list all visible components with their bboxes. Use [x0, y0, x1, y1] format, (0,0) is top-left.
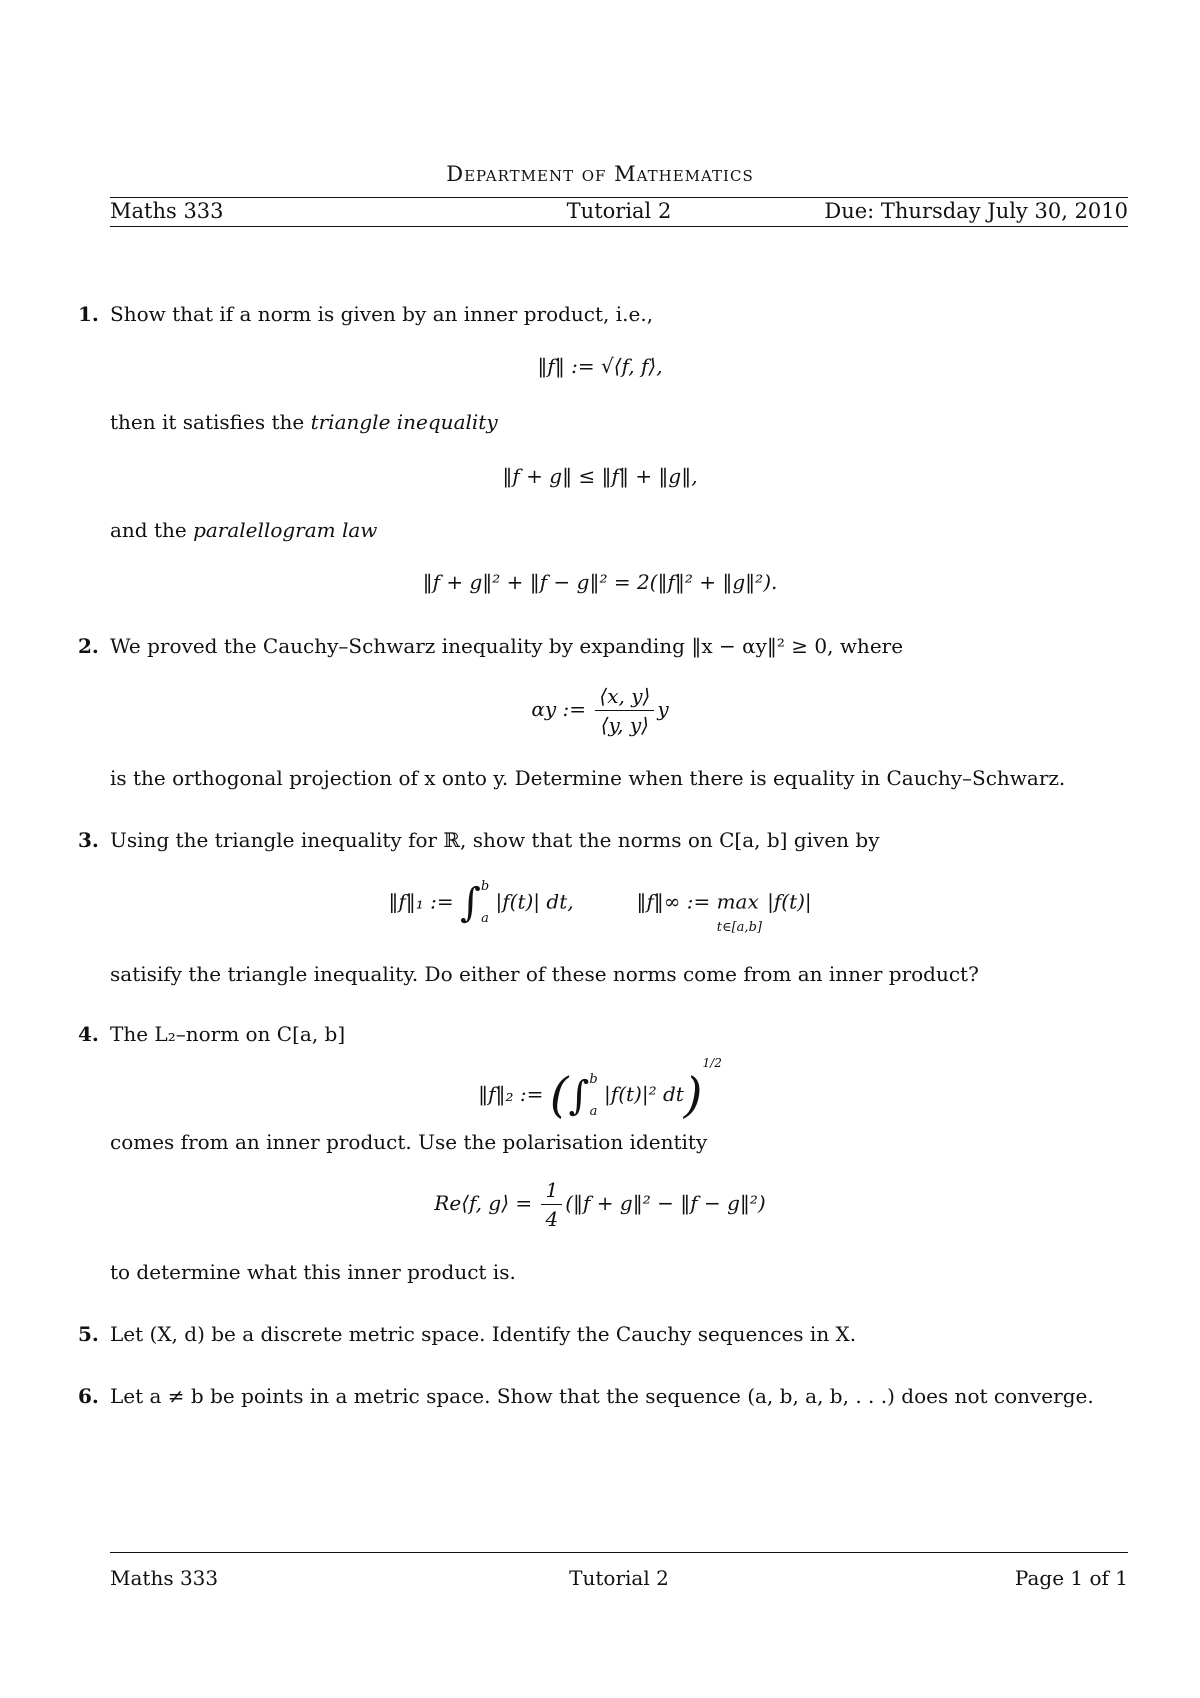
inf-norm-subscript: t∈[a,b]: [716, 919, 762, 935]
footer-tutorial: Tutorial 2: [569, 1566, 669, 1590]
problem-4-after: to determine what this inner product is.: [110, 1260, 516, 1284]
parallelogram-law-term: paralellogram law: [193, 518, 378, 542]
header-bottom-rule: [110, 226, 1128, 227]
problem-4-number: 4.: [78, 1022, 99, 1046]
problem-1-text-parallelogram: [110, 518, 377, 542]
due-date: Due: Thursday July 30, 2010: [824, 199, 1128, 223]
problem-5-number: 5.: [78, 1322, 99, 1346]
problem-6-number: 6.: [78, 1384, 99, 1408]
l2-integral-limits: [589, 1073, 597, 1119]
problem-1-text-triangle-lead: then it satisfies the: [110, 410, 311, 434]
projection-tail: y: [657, 697, 669, 721]
problem-5-text: Let (X, d) be a discrete metric space. Identify the Cauchy sequences in X.: [110, 1322, 857, 1346]
problem-4-eq-l2: [0, 1056, 1200, 1124]
polarisation-fraction: [541, 1176, 562, 1233]
projection-lhs: αy :=: [531, 697, 587, 721]
polarisation-lhs: Re⟨f, g⟩ =: [434, 1191, 533, 1215]
problem-1-eq-triangle: ‖f + g‖ ≤ ‖f‖ + ‖g‖,: [502, 464, 698, 488]
l2-upper-limit: b: [589, 1071, 598, 1087]
problem-2-eq-projection: [0, 682, 1200, 739]
problem-1-intro: Show that if a norm is given by an inner product, i.e.,: [110, 302, 654, 326]
problem-1-text-parallelogram-lead: and the: [110, 518, 194, 542]
problem-1-text-triangle: [110, 410, 498, 434]
footer-rule: [110, 1552, 1128, 1553]
left-paren: (: [549, 1067, 569, 1124]
problem-1-eq-norm: ‖f‖ := √⟨f, f⟩,: [537, 354, 663, 378]
problem-2-intro: We proved the Cauchy–Schwarz inequality by expanding ‖x − αy‖² ≥ 0, where: [110, 634, 904, 658]
inf-norm-lhs: ‖f‖∞ := max: [636, 889, 759, 914]
problem-2-after: is the orthogonal projection of x onto y. Determine when there is equality in Cauchy–Schwarz.: [110, 766, 1066, 790]
problem-3-after: satisify the triangle inequality. Do either of these norms come from an inner product?: [110, 962, 979, 986]
l1-norm-body: |f(t)| dt,: [495, 889, 574, 914]
footer-page-number: Page 1 of 1: [1014, 1566, 1128, 1590]
problem-3-number: 3.: [78, 828, 99, 852]
tutorial-label: Tutorial 2: [566, 199, 672, 223]
l1-norm-lhs: ‖f‖₁ :=: [388, 889, 454, 914]
integral-sign: ∫: [568, 1072, 590, 1119]
polarisation-denominator: 4: [545, 1207, 559, 1231]
course-code: Maths 333: [110, 199, 224, 223]
triangle-inequality-term: triangle inequality: [310, 410, 498, 434]
problem-6-text: Let a ≠ b be points in a metric space. Show that the sequence (a, b, a, b, . . .) does not converge.: [110, 1384, 1094, 1408]
l2-norm-body: |f(t)|² dt: [604, 1082, 684, 1106]
l1-lower-limit: a: [481, 911, 489, 926]
projection-fraction: [595, 682, 654, 739]
l2-norm-lhs: ‖f‖₂ :=: [478, 1082, 544, 1106]
problem-4-intro: The L₂–norm on C[a, b]: [110, 1022, 346, 1046]
polarisation-numerator: 1: [541, 1176, 562, 1205]
polarisation-body: (‖f + g‖² − ‖f − g‖²): [565, 1191, 766, 1215]
footer-course: Maths 333: [110, 1566, 219, 1590]
problem-3-eq-norms: [0, 880, 1200, 935]
footer-bar: [110, 1566, 1128, 1592]
l2-lower-limit: a: [589, 1103, 598, 1119]
header-top-rule: [110, 197, 1128, 198]
projection-numerator: ⟨x, y⟩: [595, 682, 654, 711]
l2-exponent: 1/2: [702, 1056, 722, 1070]
problem-4-eq-polarisation: [0, 1176, 1200, 1233]
department-title: Department of Mathematics: [446, 162, 754, 186]
problem-1-number: 1.: [78, 302, 99, 326]
problem-2-number: 2.: [78, 634, 99, 658]
projection-denominator: ⟨y, y⟩: [600, 713, 649, 737]
l1-upper-limit: b: [480, 879, 490, 894]
l1-integral-limits: [481, 880, 489, 926]
right-paren: ): [683, 1067, 703, 1124]
problem-4-mid: comes from an inner product. Use the polarisation identity: [110, 1130, 708, 1154]
inf-norm-body: |f(t)|: [767, 889, 812, 914]
integral-sign: ∫: [459, 880, 481, 926]
problem-3-intro: Using the triangle inequality for ℝ, show that the norms on C[a, b] given by: [110, 828, 880, 852]
problem-1-eq-parallelogram: ‖f + g‖² + ‖f − g‖² = 2(‖f‖² + ‖g‖²).: [422, 570, 778, 594]
header-bar: [110, 199, 1128, 227]
